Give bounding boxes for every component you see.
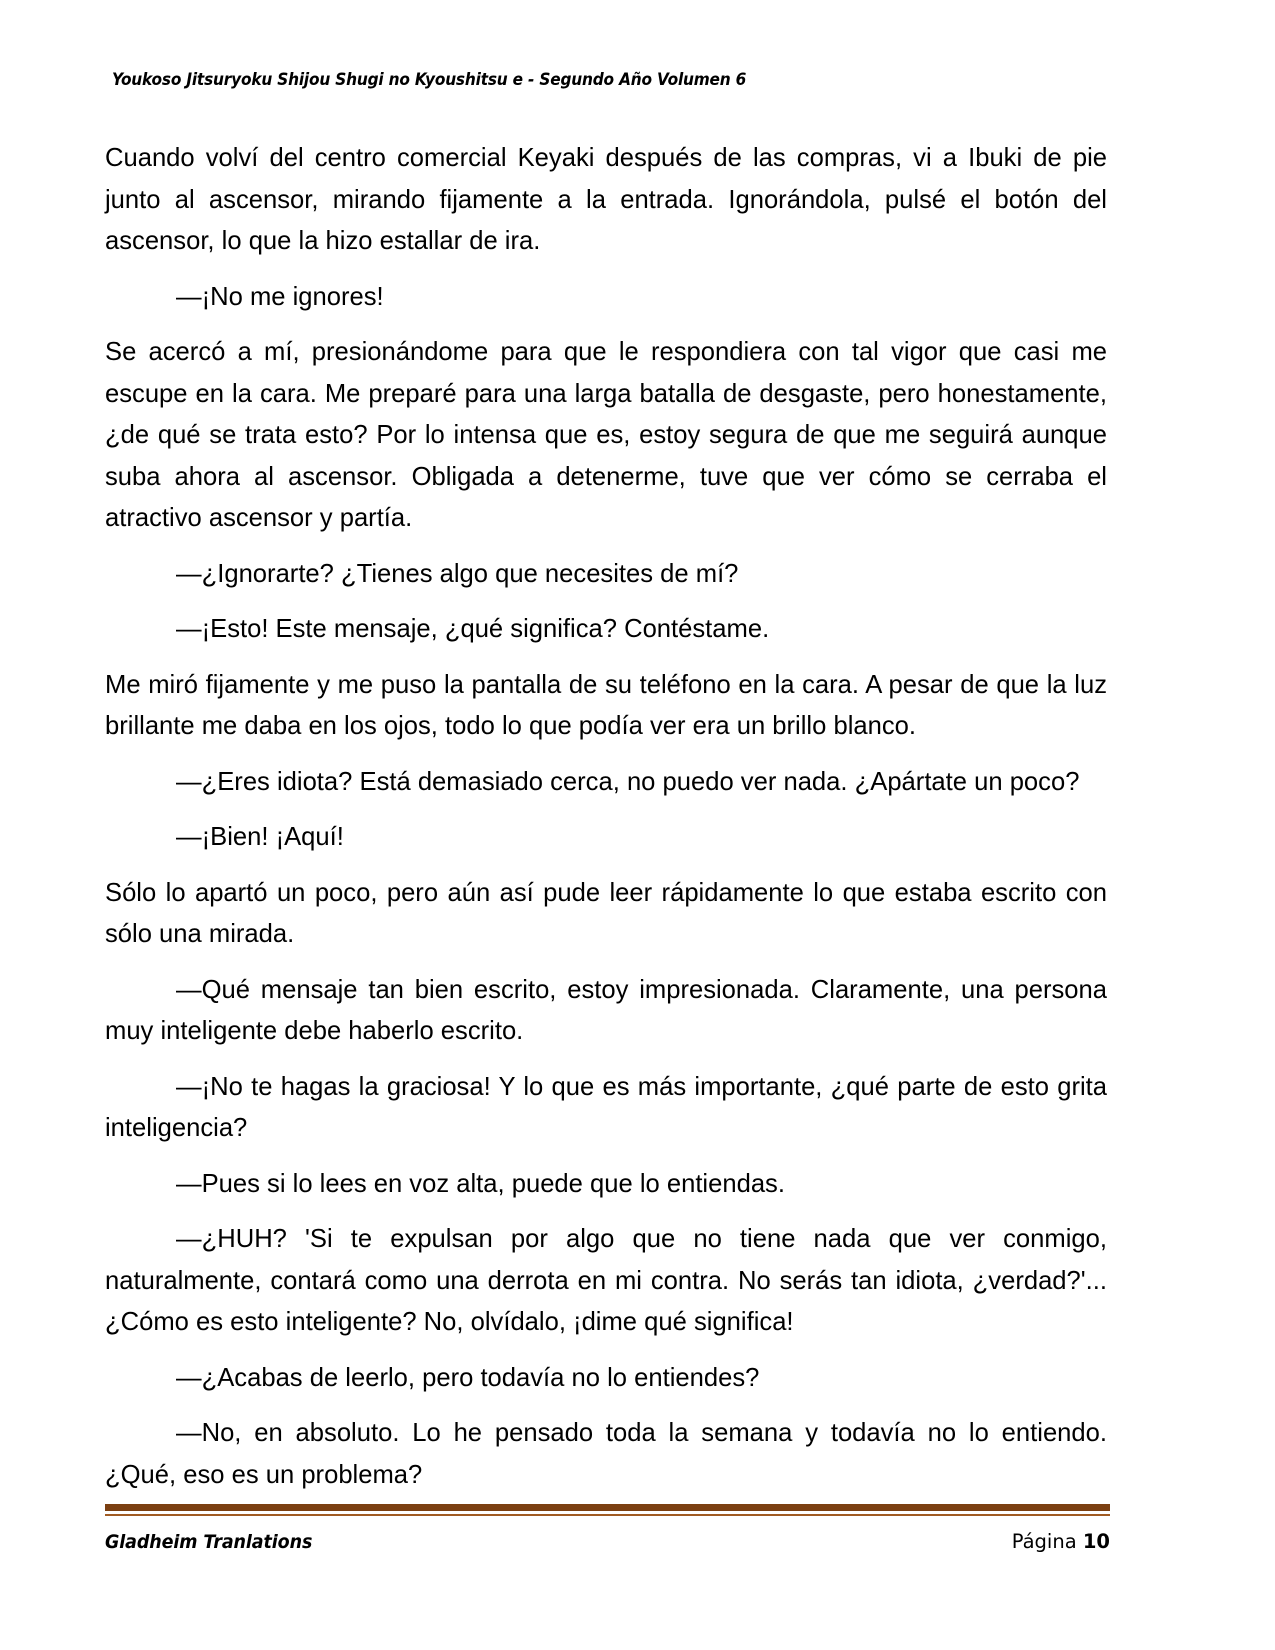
narration-paragraph: Cuando volví del centro comercial Keyaki después de las compras, vi a Ibuki de pie junto al ascensor, mirando fijamente a la entrada. Ignorándola, pulsé el botón del ascensor, lo que la hizo estallar de ira.	[105, 144, 1107, 255]
dialogue-paragraph: —¡Esto! Este mensaje, ¿qué significa? Contéstame.	[176, 615, 770, 643]
page-number-container	[1012, 1530, 1110, 1553]
page-header	[112, 70, 1112, 96]
footer-rule-thin	[105, 1514, 1110, 1516]
dialogue-paragraph: —¡No te hagas la graciosa! Y lo que es más importante, ¿qué parte de esto grita inteligencia?	[105, 1072, 1107, 1142]
dialogue-paragraph: —¡No me ignores!	[176, 282, 384, 311]
dialogue-paragraph: —¿Acabas de leerlo, pero todavía no lo entiendes?	[176, 1363, 760, 1392]
page-number: 10	[1082, 1530, 1110, 1553]
header-title: Youkoso Jitsuryoku Shijou Shugi no Kyoushitsu e - Segundo Año Volumen 6	[112, 70, 747, 89]
footer-rule-thick	[105, 1504, 1110, 1511]
dialogue-paragraph: —¿Ignorarte? ¿Tienes algo que necesites de mí?	[176, 559, 739, 588]
dialogue-paragraph: —¡Bien! ¡Aquí!	[176, 823, 344, 851]
narration-paragraph: Se acercó a mí, presionándome para que le respondiera con tal vigor que casi me escupe en la cara. Me preparé para una larga batalla de desgaste, pero honestamente, ¿de qué se trata esto? Por lo intensa que es, estoy segura de que me seguirá aunque suba ahora al ascensor. Obligada a detenerme, tuve que ver cómo se cerraba el atractivo ascensor y partía.	[105, 338, 1107, 532]
document-body	[105, 138, 1107, 1510]
dialogue-paragraph: —No, en absoluto. Lo he pensado toda la semana y todavía no lo entiendo. ¿Qué, eso es un problema?	[105, 1419, 1107, 1489]
page-footer	[105, 1504, 1110, 1553]
dialogue-paragraph: —Pues si lo lees en voz alta, puede que lo entiendas.	[176, 1169, 785, 1198]
footer-brand: Gladheim Tranlations	[105, 1531, 313, 1553]
dialogue-paragraph: —¿Eres idiota? Está demasiado cerca, no puedo ver nada. ¿Apártate un poco?	[176, 767, 1080, 796]
page-label: Página	[1011, 1530, 1077, 1553]
dialogue-paragraph: —¿HUH? 'Si te expulsan por algo que no tiene nada que ver conmigo, naturalmente, contará como una derrota en mi contra. No serás tan idiota, ¿verdad?'... ¿Cómo es esto inteligente? No, olvídalo, ¡dime qué significa!	[105, 1225, 1107, 1336]
dialogue-paragraph: —Qué mensaje tan bien escrito, estoy impresionada. Claramente, una persona muy inteligente debe haberlo escrito.	[105, 975, 1107, 1045]
footer-row	[105, 1530, 1110, 1553]
narration-paragraph: Me miró fijamente y me puso la pantalla de su teléfono en la cara. A pesar de que la luz brillante me daba en los ojos, todo lo que podía ver era un brillo blanco.	[105, 670, 1107, 740]
narration-paragraph: Sólo lo apartó un poco, pero aún así pude leer rápidamente lo que estaba escrito con sólo una mirada.	[105, 878, 1107, 948]
